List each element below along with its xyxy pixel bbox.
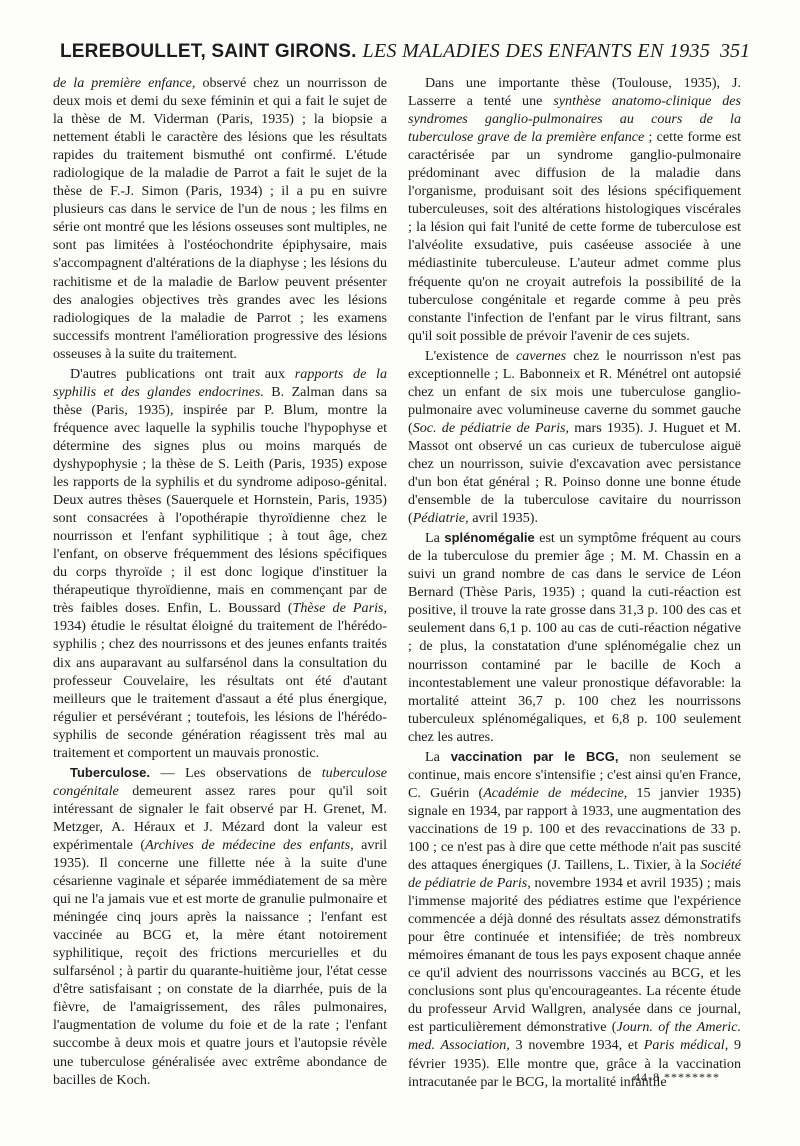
left-column: [53, 74, 387, 1089]
italic-text: Journ. of the Americ. med. Association,: [408, 1019, 742, 1054]
paragraph-bcg: [408, 748, 741, 1091]
paragraph-text: 15 janvier 1935) signale en 1934, par rapport à 1933, une augmentation des vaccinations de 19 p. 100 et des revaccinations de 33 p. 100 ; ce n'est pas à dire que cette méthode n'ait pas suscité des attaques énergiques (J. Taillens, L. Tixier, à la: [408, 784, 741, 874]
right-column: [408, 74, 741, 1091]
italic-text: Soc. de pédiatrie de Paris,: [412, 419, 570, 436]
paragraph-text: est un symptôme fréquent au cours de la tuberculose du premier âge ; M. M. Chassin en a suivi un grand nombre de cas dans le service de Léon Bernard (Thèse Paris, 1935) ; quand la cuti-réaction est positive, il trouve la rate grosse dans 31,3 p. 100 des cas et seulement dans 6,1 p. 100 au cas de cuti-réaction négative ; de plus, la constatation d'une splénomégalie chez un nourrisson contaminé par le bacille de Koch a incontestablement une valeur pronostique défavorable: la mortalité atteint 36,7 p. 100 chez les nourrissons tuberculeux splénomégaliques, et 6,8 p. 100 seulement chez les autres.: [408, 530, 741, 745]
paragraph-tuberculose: [53, 764, 387, 1089]
paragraph-text: 3 novembre 1934, et: [509, 1037, 644, 1054]
paragraph-cavernes: [408, 347, 741, 527]
paragraph-text: chez le nourrisson n'est pas exceptionnelle ; L. Babonneix et R. Ménétrel ont autopsié chez un enfant de six mois une tuberculose ganglio-pulmonaire avec volumineuse caverne du sommet gauche (: [408, 347, 741, 436]
italic-text: rapports de la syphilis et des glandes endocrines.: [53, 365, 388, 400]
paragraph-text: 1934) étudie le résultat éloigné du traitement de l'hérédo-syphilis ; chez des nourrissons et des jeunes enfants traités dix ans auparavant au sulfarsénol dans la consultation du professeur Couvelaire, les résultats ont été d'autant meilleurs que le traitement d'assaut a été plus énergique, régulier et persévérant ; toutefois, les lésions de l'hérédo-syphilis de seconde génération réagissent très mal au traitement et comportent un mauvais pronostic.: [53, 618, 387, 761]
paragraph-text: Dans une importante thèse (Toulouse, 1935), J. Lasserre a tenté une: [408, 75, 741, 110]
paragraph-text: non seulement se continue, mais encore s'intensifie ; c'est ainsi qu'en France, C. Guérin (: [408, 748, 741, 801]
paragraph-text: — Les observations de: [149, 764, 322, 781]
paragraph-parrot: [53, 74, 387, 363]
italic-text: synthèse anatomo-clinique des syndromes ganglio-pulmonaires au cours de la tuberculose grave de la première enfance: [408, 93, 742, 146]
paragraph-text: novembre 1934 et avril 1935) ; mais l'immense majorité des pédiatres estime que l'expérience commencée a déjà donné des résultats assez démonstratifs pour être continuée et intensifiée; de très nombreux mémoires émanant de tous les pays exposent chaque année ce qu'il advient des nourrissons vaccinés au BCG, et les conclusions sont plus qu'encourageantes. La récente étude du professeur Arvid Wallgren, analysée dans ce journal, est particulièrement démonstrative (: [408, 875, 742, 1036]
paragraph-endocrine: [53, 365, 387, 762]
paragraph-text: ; cette forme est caractérisée par un syndrome ganglio-pulmonaire prédominant avec diffusion de la maladie dans l'organisme, produisant soit des lésions spécifiquement tuberculeuses, soit des altérations histologiques viscérales ; la lésion qui fait l'unité de cette forme de tuberculose est l'alvéolite exsudative, puis caséeuse associée à une médiastinite tuberculeuse. L'auteur admet comme plus fréquente qu'on ne croyait autrefois la possibilité de la tuberculose congénitale et regarde comme à peu près constante l'infection de l'enfant par le virus filtrant, sans qu'il soit possible de prévoir l'avenir de ces sujets.: [408, 129, 741, 344]
printer-signature: 44-8 ********: [634, 1070, 720, 1084]
section-keyword: vaccination par le BCG,: [450, 748, 619, 764]
paragraph-text: La: [425, 530, 445, 547]
section-keyword: Tuberculose.: [70, 764, 150, 780]
italic-text: Thèse de Paris,: [292, 600, 387, 617]
header-title: LES MALADIES DES ENFANTS EN 1935: [362, 40, 711, 62]
paragraph-lasserre: [408, 74, 741, 345]
section-keyword: splénomégalie: [444, 530, 535, 546]
italic-text: cavernes: [516, 347, 567, 364]
italic-text: Archives de médecine des enfants,: [145, 836, 354, 853]
page-number: 351: [720, 40, 750, 62]
paragraph-text: B. Zalman dans sa thèse (Paris, 1935), inspirée par P. Blum, montre la fréquence avec laquelle la syphilis touche l'hypophyse et détermine des signes plus ou moins marqués de dyshypophysie ; la thèse de S. Leith (Paris, 1935) expose les rapports de la syphilis et du syndrome adiposo-génital. Deux autres thèses (Sauerquele et Hornstein, Paris, 1935) sont consacrées à l'opothérapie thyroïdienne chez le nourrisson et l'enfant syphilitique ; à tout âge, chez l'enfant, on observe fréquemment des lésions spécifiques du corps thyroïde ; il est donc logique d'instituer la thérapeutique thyroïdienne, mais en commençant par de très faibles doses. Enfin, L. Boussard (: [53, 383, 387, 617]
paragraph-text: mars 1935). J. Huguet et M. Massot ont observé un cas curieux de tuberculose aiguë chez un nourrisson, suivie d'excavation avec persistance d'un bon état général ; R. Poinso donne une bonne étude d'ensemble de la tuberculose cavitaire du nourrisson (: [408, 419, 741, 527]
running-header: [60, 40, 750, 70]
paragraph-text: avril 1935). Il concerne une fillette née à la suite d'une césarienne vaginale et séparée immédiatement de sa mère qui ne l'a jamais vue et est morte de granulie pulmonaire et méningée cinq jours après la naissance ; l'enfant est vaccinée au BCG et, la mère étant notoirement syphilitique, reçoit des frictions mercurielles et du sulfarsénol ; à partir du quarante-huitième jour, l'état cesse d'être satisfaisant ; on constate de la diarrhée, puis de la fièvre, de l'amaigrissement, des râles pulmonaires, l'augmentation de volume du foie et de la rate ; l'enfant succombe à deux mois et quatre jours et l'autopsie révèle une tuberculose généralisée avec extrême abondance de bacilles de Koch.: [53, 836, 387, 1088]
italic-text: de la première enfance,: [53, 75, 196, 91]
paragraph-text: La: [425, 748, 451, 765]
italic-text: Pédiatrie,: [412, 510, 469, 527]
header-authors: LEREBOULLET, SAINT GIRONS.: [60, 41, 357, 62]
paragraph-text: L'existence de: [425, 347, 517, 364]
italic-text: Paris médical,: [643, 1037, 729, 1054]
paragraph-splenomegalie: [408, 529, 741, 746]
italic-text: Académie de médecine,: [483, 784, 628, 801]
paragraph-text: 9 février 1935). Elle montre que, grâce à la vaccination intracutanée par le BCG, la mortalité infantile: [408, 1037, 742, 1090]
paragraph-text: D'autres publications ont trait aux: [70, 365, 295, 382]
italic-text: Société de pédiatrie de Paris,: [408, 857, 741, 892]
paragraph-text: demeurent assez rares pour qu'il soit intéressant de signaler le fait observé par H. Grenet, M. Metzger, A. Héraux et J. Mézard dont la valeur est expérimentale (: [53, 782, 387, 853]
italic-text: tuberculose congénitale: [53, 764, 387, 799]
paragraph-text: avril 1935).: [468, 510, 538, 527]
paragraph-text: observé chez un nourrisson de deux mois et demi du sexe féminin et qui a fait le sujet de la thèse de M. Viderman (Paris, 1935) ; la biopsie a nettement établi le caractère des lésions que les résultats rapides du traitement bismuthé ont confirmé. L'étude radiologique de la maladie de Parrot a fait le sujet de la thèse de F.-J. Simon (Paris, 1934) ; il a pu en suivre plusieurs cas dans le service de l'un de nous ; les films en série ont montré que les lésions osseuses sont multiples, ne sont pas limitées à l'ostéochondrite épiphysaire, mais s'accompagnent d'altérations de la diaphyse ; les lésions du rachitisme et de la maladie de Barlow peuvent présenter des analogies objectives très grandes avec les lésions radiologiques de la maladie de Parrot ; les examens successifs montrent l'amélioration progressive des lésions osseuses à la suite du traitement.: [53, 75, 387, 362]
